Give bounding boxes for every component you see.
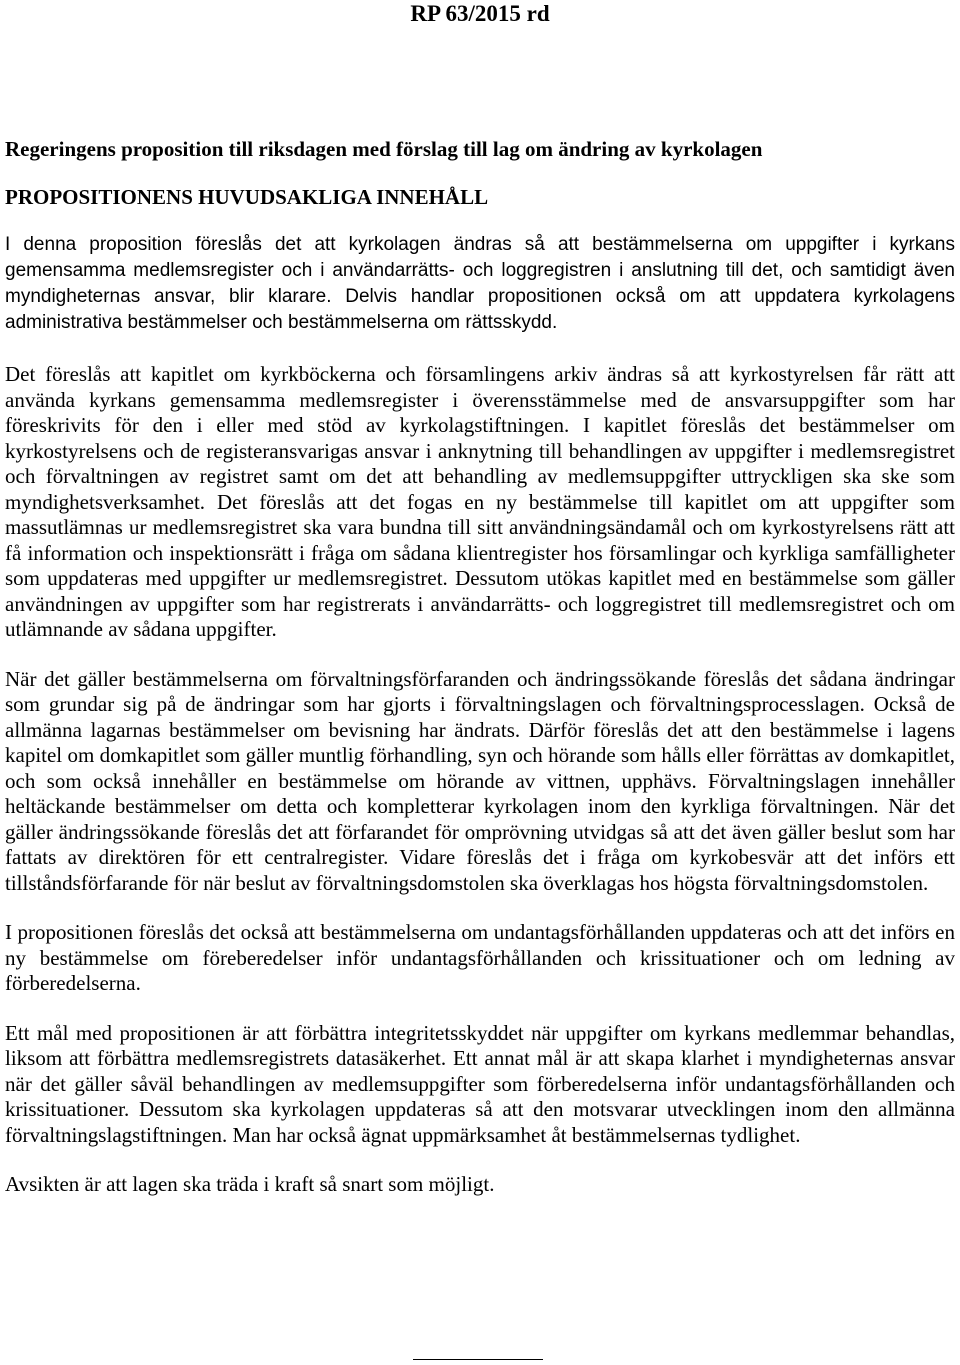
section-heading: PROPOSITIONENS HUVUDSAKLIGA INNEHÅLL	[5, 185, 489, 209]
proposition-title: Regeringens proposition till riksdagen med förslag till lag om ändring av kyrkolagen	[5, 137, 763, 161]
paragraph-emergency: I propositionen föreslås det också att bestämmelserna om undantagsförhållanden uppdateras och att det införs en ny bestämmelse om föreberedelser inför undantagsförhållanden och krissituationer och om ledning av förberedelserna.	[5, 920, 955, 995]
paragraph-intro: I denna proposition föreslås det att kyrkolagen ändras så att bestämmelserna om uppgifter i kyrkans gemensamma medlemsregister och i användarrätts- och loggregistren i anslutning till det, och samtidigt även myndigheternas ansvar, blir klarare. Delvis handlar propositionen också om att uppdatera kyrkolagens administrativa bestämmelser och bestämmelserna om rättsskydd.	[5, 234, 955, 333]
paragraph-goals: Ett mål med propositionen är att förbättra integritetsskyddet när uppgifter om kyrkans medlemmar behandlas, liksom att förbättra medlemsregistrets datasäkerhet. Ett annat mål är att skapa klarhet i myndigheternas ansvar när det gäller såväl behandlingen av medlemsuppgifter som förberedelserna inför undantagsförhållanden och krissituationer. Dessutom ska kyrkolagen uppdateras så att den motsvarar utvecklingen inom den allmänna förvaltningslagstiftningen. Man har också ägnat uppmärksamhet åt bestämmelsernas tydlighet.	[5, 1020, 955, 1147]
paragraph-entry-into-force: Avsikten är att lagen ska träda i kraft så snart som möjligt.	[5, 1172, 495, 1196]
footer-divider	[413, 1359, 543, 1360]
body-text	[5, 232, 955, 1198]
paragraph-administrative: När det gäller bestämmelserna om förvaltningsförfaranden och ändringssökande föreslås det sådana ändringar som grundar sig på de ändringar som har gjorts i förvaltningslagen och förvaltningsprocesslagen. Också de allmänna lagarnas bestämmelser om bevisning har ändrats. Därför föreslås det att den bestämmelse i lagens kapitel om domkapitlet som gäller muntlig förhandling, syn och hörande som hålls eller förrättas av domkapitlet, och som också innehåller en bestämmelse om hörande av vittnen, upphävs. Förvaltningslagen innehåller heltäckande bestämmelser om detta och kompletterar kyrkolagen inom den kyrkliga förvaltningen. När det gäller ändringssökande föreslås det att förfarandet för omprövning utvidgas så att det även gäller beslut som har fattats av direktören för ett centralregister. Vidare föreslås det i fråga om kyrkobesvär att det införs ett tillståndsförfarande för när beslut av förvaltningsdomstolen ska överklagas hos högsta förvaltningsdomstolen.	[5, 666, 955, 895]
paragraph-registry: Det föreslås att kapitlet om kyrkböckerna och församlingens arkiv ändras så att kyrkostyrelsen får rätt att använda kyrkans gemensamma medlemsregister i överensstämmelse med de ansvarsuppgifter som har föreskrivits för den i eller med stöd av kyrkolagstiftningen. I kapitlet föreslås det bestämmelser om kyrkostyrelsens och de registeransvarigas ansvar i anknytning till behandlingen av uppgifter i medlemsregistret och förvaltningen av registret samt om det att behandling av medlemsuppgifter uttryckligen ska ske som myndighetsverksamhet. Det föreslås att det fogas en ny bestämmelse till kapitlet om att uppgifter som massutlämnas ur medlemsregistret ska vara bundna till sitt användningsändamål och om kyrkostyrelsens rätt att få information och inspektionsrätt i fråga om sådana klientregister hos församlingar och kyrkliga samfälligheter som uppdateras med uppgifter ur medlemsregistret. Dessutom utökas kapitlet med en bestämmelse som gäller användningen av uppgifter som har registrerats i användarrätts- och loggregistret till medlemsregistret och om utlämnande av sådana uppgifter.	[5, 362, 955, 641]
document-number: RP 63/2015 rd	[410, 1, 550, 26]
